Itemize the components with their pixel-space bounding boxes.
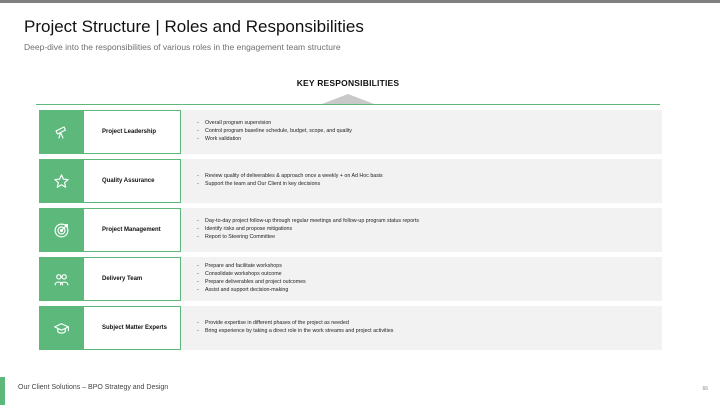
list-item: - Review quality of deliverables & approach once a weekly + on Ad Hoc basis: [197, 173, 383, 181]
role-name: Project Leadership: [102, 129, 157, 135]
icon-tile: [39, 257, 83, 301]
icon-tile: [39, 306, 83, 350]
role-name: Subject Matter Experts: [102, 325, 168, 331]
list-item: - Support the team and Our Client in key decisions: [197, 181, 383, 189]
responsibilities-list: [197, 306, 393, 350]
list-item: - Report to Steering Committee: [197, 234, 419, 242]
page-subtitle: Deep-dive into the responsibilities of various roles in the engagement team structure: [24, 42, 341, 52]
role-row: [39, 306, 662, 350]
role-label-box: [83, 257, 181, 301]
icon-tile: [39, 159, 83, 203]
responsibilities-list: [197, 159, 383, 203]
icon-tile: [39, 208, 83, 252]
graduation-cap-icon: [53, 320, 70, 337]
list-item: - Prepare and facilitate workshops: [197, 263, 306, 271]
telescope-icon: [53, 124, 69, 140]
role-row: [39, 110, 662, 154]
role-label-box: [83, 208, 181, 252]
responsibilities-list: [197, 208, 419, 252]
responsibilities-list: [197, 110, 352, 154]
page-number: 66: [702, 386, 708, 392]
role-row: [39, 257, 662, 301]
list-item: - Identify risks and propose mitigations: [197, 226, 419, 234]
team-icon: [53, 271, 70, 288]
role-name: Delivery Team: [102, 276, 143, 282]
header-pointer: [322, 94, 374, 104]
footer-accent-bar: [0, 377, 5, 405]
list-item: - Bring experience by taking a direct role in the work streams and project activities: [197, 328, 393, 336]
role-label-box: [83, 159, 181, 203]
icon-tile: [39, 110, 83, 154]
footer-text: Our Client Solutions – BPO Strategy and Design: [18, 384, 169, 391]
list-item: - Consolidate workshops outcome: [197, 271, 306, 279]
list-item: - Prepare deliverables and project outcomes: [197, 279, 306, 287]
role-label-box: [83, 110, 181, 154]
page-title: Project Structure | Roles and Responsibilities: [24, 17, 364, 36]
role-row: [39, 159, 662, 203]
target-icon: [53, 222, 70, 239]
responsibilities-list: [197, 257, 306, 301]
list-item: - Overall program supervision: [197, 120, 352, 128]
section-header: KEY RESPONSIBILITIES: [296, 78, 400, 88]
role-name: Quality Assurance: [102, 178, 155, 184]
list-item: - Assist and support decision-making: [197, 287, 306, 295]
list-item: - Provide expertise in different phases of the project as needed: [197, 320, 393, 328]
role-name: Project Management: [102, 227, 161, 233]
divider-line: [36, 104, 660, 105]
star-icon: [53, 173, 70, 190]
list-item: - Work validation: [197, 136, 352, 144]
list-item: - Day-to-day project follow-up through regular meetings and follow-up program status reports: [197, 218, 419, 226]
list-item: - Control program baseline schedule, budget, scope, and quality: [197, 128, 352, 136]
top-bar: [0, 0, 720, 3]
role-row: [39, 208, 662, 252]
role-label-box: [83, 306, 181, 350]
